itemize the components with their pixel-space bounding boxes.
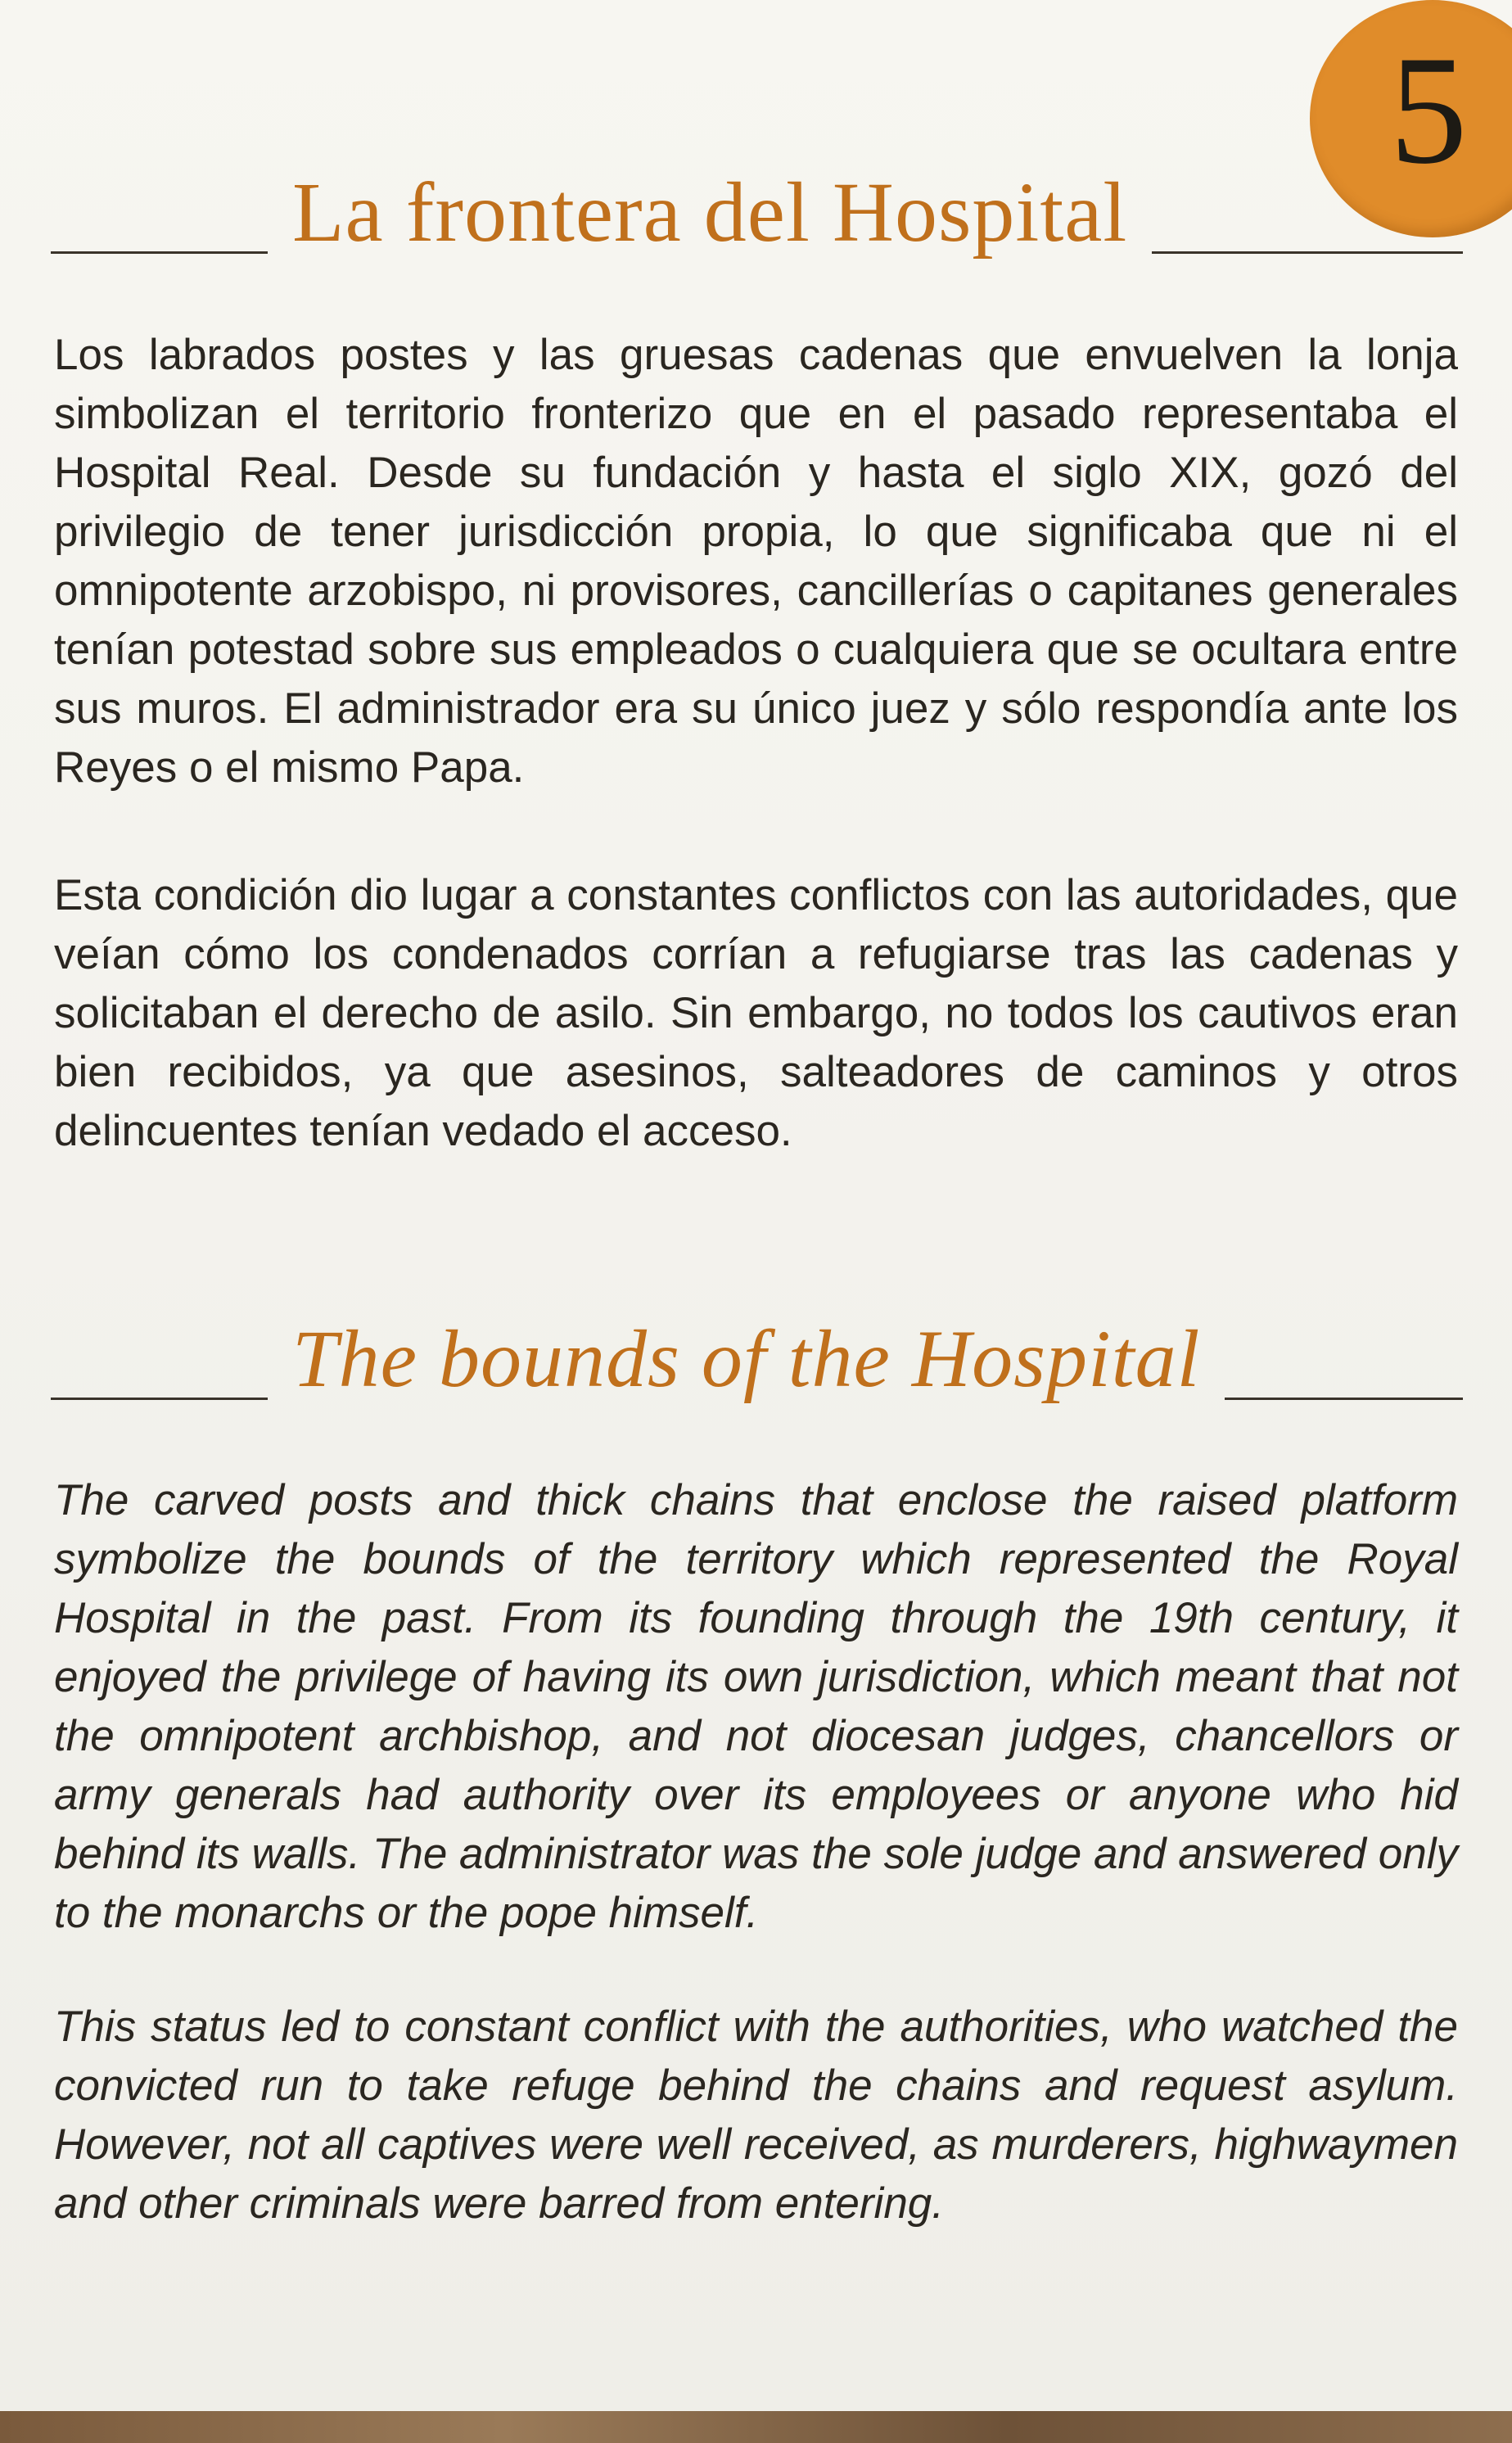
english-heading bbox=[51, 1310, 1463, 1408]
badge-number: 5 bbox=[1389, 25, 1468, 196]
english-title: The bounds of the Hospital bbox=[292, 1313, 1201, 1404]
heading-rule-left bbox=[51, 1398, 268, 1400]
spanish-title: La frontera del Hospital bbox=[292, 165, 1128, 260]
heading-rule-right bbox=[1225, 1398, 1463, 1400]
wood-frame-edge bbox=[0, 2411, 1512, 2443]
english-paragraph-2: This status led to constant conflict with the authorities, who watched the convicted run to take refuge behind the chains and request asylum. However, not all captives were well received, as murderers, highwaymen and other criminals were barred from entering. bbox=[54, 2003, 1458, 2228]
spanish-heading bbox=[51, 164, 1463, 262]
english-paragraph-1: The carved posts and thick chains that enclose the raised platform symbolize the bounds of the territory which represented the Royal Hospital in the past. From its founding through the 19th century, it enjoyed the privilege of having its own jurisdiction, which meant that not the omnipotent archbishop, and not diocesan judges, chancellors or army generals had authority over its employees or anyone who hid behind its walls. The administrator was the sole judge and answered only to the monarchs or the pope himself. bbox=[54, 1476, 1458, 1937]
heading-rule-left bbox=[51, 251, 268, 254]
spanish-paragraph-2: Esta condición dio lugar a constantes conflictos con las autoridades, que veían cómo los condenados corrían a refugiarse tras las cadenas y solicitaban el derecho de asilo. Sin embargo, no todos los cautivos eran bien recibidos, ya que asesinos, salteadores de caminos y otros delincuentes tenían vedado el acceso. bbox=[54, 871, 1458, 1155]
heading-rule-right bbox=[1152, 251, 1463, 254]
spanish-paragraph-1: Los labrados postes y las gruesas cadenas que envuelven la lonja simbolizan el territorio fronterizo que en el pasado representaba el Hospital Real. Desde su fundación y hasta el siglo XIX, gozó del privilegio de tener jurisdicción propia, lo que significaba que ni el omnipotente arzobispo, ni provisores, cancillerías o capitanes generales tenían potestad sobre sus empleados o cualquiera que se ocultara entre sus muros. El administrador era su único juez y sólo respondía ante los Reyes o el mismo Papa. bbox=[54, 331, 1458, 792]
